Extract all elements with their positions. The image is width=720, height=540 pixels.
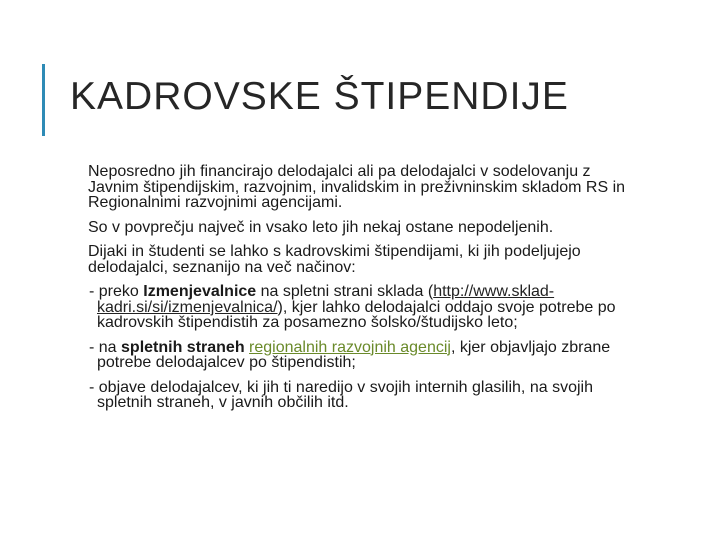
- bullet-prefix: - preko: [89, 283, 144, 300]
- regional-agencies-link[interactable]: regionalnih razvojnih agencij: [249, 338, 451, 356]
- bullet-text: , kjer objavljajo zbrane potrebe delodajalcev po štipendistih;: [97, 338, 611, 371]
- paragraph-students: Dijaki in študenti se lahko s kadrovskimi štipendijami, ki jih podeljujejo delodajalci, seznanijo na več načinov:: [88, 243, 581, 276]
- bullet-bold-term: Izmenjevalnice: [143, 283, 257, 300]
- bullet-text: ), kjer lahko delodajalci oddajo svoje potrebe po kadrovskih štipendistih za posamezno šolsko/študijsko leto;: [97, 298, 616, 331]
- slide-title: KADROVSKE ŠTIPENDIJE: [70, 75, 569, 118]
- slide-content: [88, 164, 628, 420]
- paragraph-financing: Neposredno jih financirajo delodajalci ali pa delodajalci v sodelovanju z Javnim štipendijskim, razvojnim, invalidskim in preživninskim skladom RS in Regionalnimi razvojnimi agencijami.: [88, 163, 626, 211]
- bullet-bold-term: spletnih straneh: [121, 338, 245, 356]
- bullet-prefix: - na: [89, 338, 122, 356]
- bullet-objave: - objave delodajalcev, ki jih ti naredijo v svojih internih glasilih, na svojih spletnih straneh, v javnih občilih itd.: [89, 378, 593, 411]
- bullet-izmenjevalnica: [88, 284, 628, 331]
- bullet-text: na spletni strani sklada (: [256, 283, 434, 300]
- sklad-kadri-link[interactable]: http://www.sklad-kadri.si/si/izmenjevalnica/: [97, 283, 555, 316]
- accent-bar: [42, 64, 45, 136]
- paragraph-average: So v povprečju največ in vsako leto jih nekaj ostane nepodeljenih.: [88, 218, 554, 236]
- bullet-spletne-strani: [88, 340, 628, 371]
